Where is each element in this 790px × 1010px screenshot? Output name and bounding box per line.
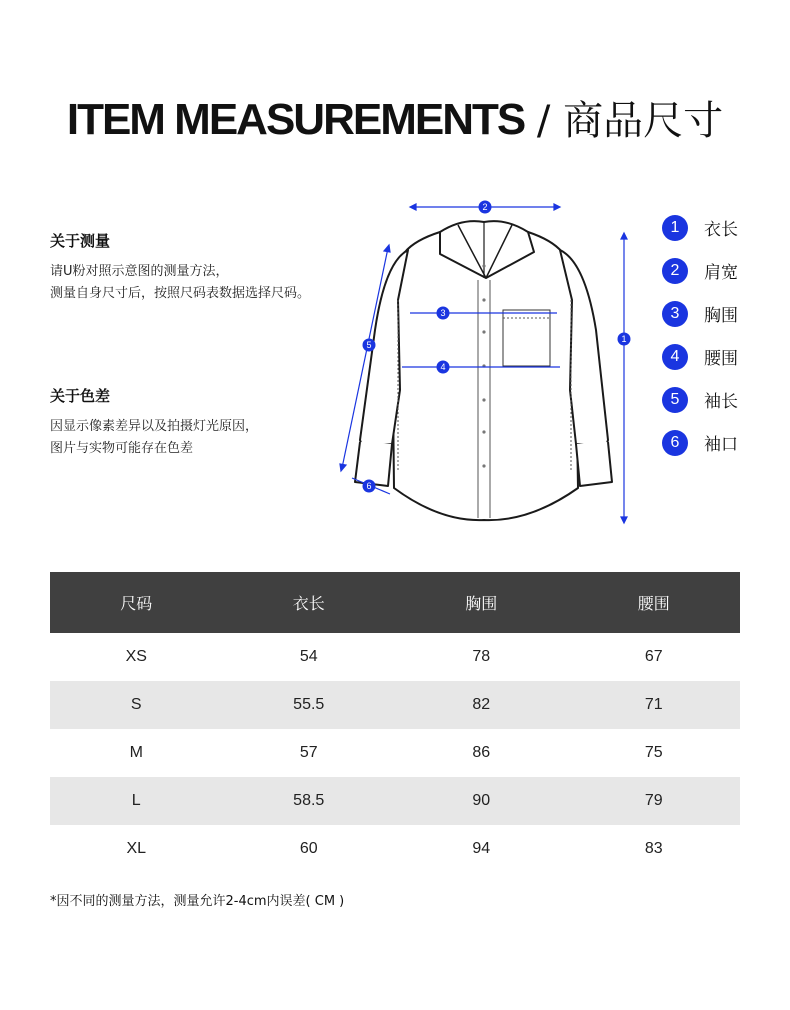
marker-chest: 3 xyxy=(440,308,446,318)
header-size: 尺码 xyxy=(50,572,223,633)
legend-number: 3 xyxy=(662,301,688,327)
cell-size: S xyxy=(50,681,223,729)
cell-waist: 67 xyxy=(644,648,663,665)
cell-length: 54 xyxy=(299,648,318,665)
legend-number: 6 xyxy=(662,430,688,456)
cell-length: 58.5 xyxy=(223,777,396,825)
legend-number: 2 xyxy=(662,258,688,284)
table-row xyxy=(50,633,740,681)
cell-length: 57 xyxy=(299,744,318,761)
table-row xyxy=(50,825,740,873)
cell-waist: 75 xyxy=(644,744,663,761)
cell-size: XS xyxy=(125,648,147,665)
color-note xyxy=(50,385,350,460)
title-chinese: 商品尺寸 xyxy=(563,98,724,144)
legend-item xyxy=(662,335,772,378)
shirt-measurement-diagram xyxy=(330,192,640,532)
measure-note-line: 测量自身尺寸后，按照尺码表数据选择尺码。 xyxy=(50,286,311,301)
legend-label: 袖长 xyxy=(704,392,738,412)
cell-size: XL xyxy=(126,840,147,857)
marker-waist: 4 xyxy=(440,362,446,372)
cell-chest: 94 xyxy=(472,840,491,857)
legend-item xyxy=(662,421,772,464)
marker-shoulder: 2 xyxy=(482,202,488,212)
legend-label: 袖口 xyxy=(704,435,738,455)
cell-chest: 90 xyxy=(395,777,568,825)
color-note-line: 因显示像素差异以及拍摄灯光原因， xyxy=(50,419,259,434)
measurement-footnote: *因不同的测量方法，测量允许2-4cm内误差( CM ) xyxy=(50,894,345,909)
header-length: 衣长 xyxy=(223,572,396,633)
marker-cuff: 6 xyxy=(366,481,372,491)
legend-item xyxy=(662,378,772,421)
cell-waist: 83 xyxy=(644,840,663,857)
legend-label: 肩宽 xyxy=(704,263,738,283)
size-table-header xyxy=(50,572,740,633)
table-row xyxy=(50,681,740,729)
cell-waist: 71 xyxy=(568,681,741,729)
legend-item xyxy=(662,206,772,249)
size-table xyxy=(50,572,740,873)
measure-note-line: 请U粉对照示意图的测量方法， xyxy=(50,264,229,279)
marker-sleeve: 5 xyxy=(366,340,372,350)
measure-note xyxy=(50,230,350,305)
cell-size: L xyxy=(50,777,223,825)
legend-label: 衣长 xyxy=(704,220,738,240)
page-title xyxy=(0,92,790,149)
title-separator: / xyxy=(524,98,564,144)
legend-item xyxy=(662,292,772,335)
cell-length: 60 xyxy=(299,840,318,857)
legend-number: 1 xyxy=(662,215,688,241)
cell-waist: 79 xyxy=(568,777,741,825)
cell-chest: 78 xyxy=(472,648,491,665)
measure-note-heading: 关于测量 xyxy=(50,232,111,250)
cell-chest: 82 xyxy=(395,681,568,729)
color-note-heading: 关于色差 xyxy=(50,387,111,405)
cell-size: M xyxy=(129,744,143,761)
table-row xyxy=(50,729,740,777)
color-note-line: 图片与实物可能存在色差 xyxy=(50,441,194,456)
legend-label: 腰围 xyxy=(704,349,738,369)
legend-item xyxy=(662,249,772,292)
header-chest: 胸围 xyxy=(395,572,568,633)
marker-length: 1 xyxy=(621,334,627,344)
legend-label: 胸围 xyxy=(704,306,738,326)
title-english: ITEM MEASUREMENTS xyxy=(66,95,525,144)
cell-length: 55.5 xyxy=(223,681,396,729)
table-row xyxy=(50,777,740,825)
legend-number: 4 xyxy=(662,344,688,370)
measurement-legend xyxy=(662,206,772,464)
header-waist: 腰围 xyxy=(568,572,741,633)
legend-number: 5 xyxy=(662,387,688,413)
cell-chest: 86 xyxy=(472,744,491,761)
